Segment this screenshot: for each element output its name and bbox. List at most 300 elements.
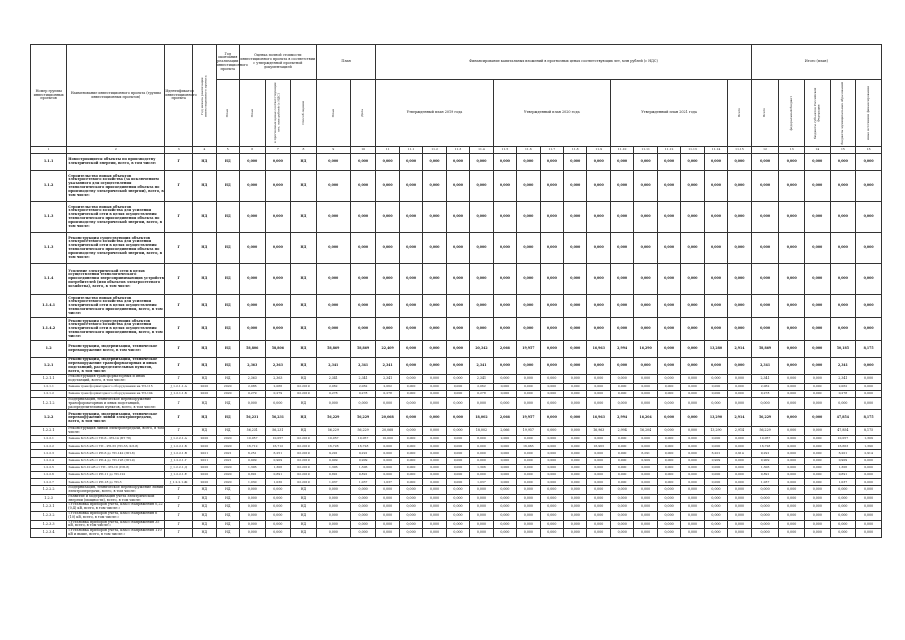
row-value: 0,000 <box>751 264 779 295</box>
row-value: НД <box>291 503 317 512</box>
row-value: 0,000 <box>493 171 516 202</box>
investment-table <box>30 44 882 538</box>
row-value: 0,000 <box>657 341 680 358</box>
row-value: НД <box>216 512 239 521</box>
row-value: 0,000 <box>493 375 516 384</box>
row-value: 0,000 <box>316 154 350 171</box>
row-value: 0,000 <box>728 529 752 538</box>
row-value: 0,000 <box>728 264 752 295</box>
row-value: 02.2019 <box>291 464 317 471</box>
row-value: 0,891 <box>316 471 350 478</box>
row-value: 2020 <box>193 443 216 450</box>
row-value: 0,000 <box>856 171 882 202</box>
row-value: 0,000 <box>856 529 882 538</box>
row-value: 2020 <box>193 383 216 390</box>
row-value: 2,341 <box>830 375 856 384</box>
row-value: 0,000 <box>564 494 587 503</box>
row-value: 2,363 <box>239 358 265 375</box>
row-value: 0,000 <box>610 457 633 464</box>
row-value: 0,000 <box>805 375 831 384</box>
row-value: 0,000 <box>704 390 727 397</box>
row-value: 0,000 <box>399 233 422 264</box>
row-name: Реконструкция, модернизация, техническое перевооружение трансформаторных и иных подстанций, распределительных пунктов, всего, в том числе: <box>67 358 165 375</box>
row-id: J_1.2.2.1.Ж <box>165 479 193 486</box>
row-value: 0,000 <box>540 494 563 503</box>
row-value: 0,000 <box>634 233 657 264</box>
header-name: Наименование инвестиционного проекта (группы инвестиционных проектов) <box>67 45 165 147</box>
row-value: 0,278 <box>830 390 856 397</box>
row-value: 10,057 <box>830 435 856 442</box>
row-value: 0,000 <box>728 520 752 529</box>
row-value: 0,000 <box>779 464 805 471</box>
row-value: НД <box>216 427 239 436</box>
row-value: 0,000 <box>350 233 376 264</box>
row-value: 0,000 <box>493 520 516 529</box>
row-value: 0,000 <box>540 450 563 457</box>
row-value: 0,000 <box>856 486 882 495</box>
row-value: 0,000 <box>316 486 350 495</box>
row-value: 9,291 <box>350 450 376 457</box>
row-value: 0,000 <box>564 471 587 478</box>
row-value: 0,000 <box>587 486 610 495</box>
table-row <box>31 295 882 318</box>
row-value: 0,000 <box>517 383 540 390</box>
row-value: 47,854 <box>830 427 856 436</box>
row-value: 0,909 <box>704 457 727 464</box>
row-value: 0,000 <box>830 520 856 529</box>
row-value: 0,000 <box>610 295 633 318</box>
row-value: 0,000 <box>239 503 265 512</box>
row-value: 0,000 <box>446 520 469 529</box>
row-value: 0,000 <box>350 154 376 171</box>
row-id: J_1.2.2.1.В <box>165 450 193 457</box>
row-number: 1.2.2 <box>31 410 67 427</box>
row-value: 0,000 <box>681 397 704 409</box>
row-value: 0,000 <box>610 358 633 375</box>
row-value: 0,000 <box>634 529 657 538</box>
row-number: 1.1.1 <box>31 154 67 171</box>
row-number: 1.1.4.2 <box>31 318 67 341</box>
row-value: 0,000 <box>779 410 805 427</box>
row-value: 0,000 <box>446 202 469 233</box>
row-id: Г <box>165 264 193 295</box>
row-value: НД <box>216 529 239 538</box>
row-value: 0,000 <box>540 295 563 318</box>
row-name: Строительство новых объектов электросетевого хозяйства для усиления электрической сети в целях осуществления технологического присоединения объекта по производству электрической энергии, всего, в том числе: <box>67 202 165 233</box>
row-value: 0,000 <box>805 202 831 233</box>
column-number: 9 <box>316 147 350 154</box>
row-number: 1.1.4 <box>31 264 67 295</box>
row-number: 1.2 <box>31 341 67 358</box>
row-value: 0,000 <box>681 457 704 464</box>
row-value: 0,000 <box>350 318 376 341</box>
row-name: «Установка приборов учета, класс напряжения 6 (10) кВ, всего, в том числе:» <box>67 512 165 521</box>
row-value: 0,000 <box>610 512 633 521</box>
row-value: 0,000 <box>540 341 563 358</box>
row-value: 0,000 <box>376 512 399 521</box>
row-value: 0,000 <box>704 443 727 450</box>
row-value: 2020 <box>193 435 216 442</box>
row-value: 0,000 <box>805 390 831 397</box>
column-number: 11.10 <box>610 147 633 154</box>
row-value: НД <box>193 410 216 427</box>
row-value: 0,000 <box>779 264 805 295</box>
row-value: 0,000 <box>316 494 350 503</box>
table-row <box>31 503 882 512</box>
row-value: 0,000 <box>657 435 680 442</box>
row-value: 18,002 <box>470 427 493 436</box>
row-value: 2,341 <box>316 358 350 375</box>
row-value: 0,000 <box>805 435 831 442</box>
row-value: 1,037 <box>350 479 376 486</box>
row-value: 0,000 <box>779 233 805 264</box>
row-value: 0,000 <box>779 383 805 390</box>
row-value: 0,000 <box>517 264 540 295</box>
header-total-all: Всего <box>751 80 779 147</box>
row-value: НД <box>291 171 317 202</box>
row-value: 0,000 <box>587 390 610 397</box>
row-value: 0,000 <box>493 486 516 495</box>
row-value: 0,000 <box>540 202 563 233</box>
row-id: J_1.2.2.1.Г <box>165 457 193 464</box>
row-value: 0,000 <box>681 202 704 233</box>
row-value: 0,000 <box>704 264 727 295</box>
row-value: 2,341 <box>470 375 493 384</box>
row-value: 2,994 <box>610 410 633 427</box>
row-value: НД <box>291 358 317 375</box>
row-value: 0,000 <box>681 318 704 341</box>
row-value: 1,037 <box>470 479 493 486</box>
row-value: 0,000 <box>657 464 680 471</box>
column-number: 8 <box>291 147 317 154</box>
row-id: Г <box>165 520 193 529</box>
row-value: 2,341 <box>470 358 493 375</box>
row-value: 0,000 <box>657 410 680 427</box>
row-value: 0,000 <box>681 264 704 295</box>
row-value: НД <box>216 494 239 503</box>
column-number: 11 <box>376 147 399 154</box>
column-number: 11.5 <box>493 147 516 154</box>
row-value: 2,363 <box>265 358 291 375</box>
header-plan: План <box>316 45 376 80</box>
row-value: 0,000 <box>779 486 805 495</box>
table-row <box>31 171 882 202</box>
row-value: 0,000 <box>399 471 422 478</box>
row-value: 56,231 <box>239 427 265 436</box>
row-value: 0,000 <box>779 443 805 450</box>
row-value: 0,000 <box>564 171 587 202</box>
row-value: 0,000 <box>446 512 469 521</box>
row-value: 0,000 <box>634 512 657 521</box>
row-value: 1,306 <box>830 464 856 471</box>
row-value: 0,000 <box>517 464 540 471</box>
row-value: 0,000 <box>265 512 291 521</box>
row-value: 0,909 <box>751 457 779 464</box>
row-value: 0,000 <box>350 529 376 538</box>
row-value: 02.2019 <box>291 443 317 450</box>
row-value: 0,000 <box>751 202 779 233</box>
row-value: НД <box>291 410 317 427</box>
row-value: 0,000 <box>610 479 633 486</box>
row-value: 0,000 <box>493 202 516 233</box>
row-value: 0,000 <box>751 397 779 409</box>
row-value: 0,000 <box>564 512 587 521</box>
row-value: 0,000 <box>779 427 805 436</box>
row-value: 6,201 <box>704 450 727 457</box>
row-name: Новостроящиеся объекты по производству электрической энергии, всего, в том числе: <box>67 154 165 171</box>
row-id: Г <box>165 494 193 503</box>
row-value: 0,000 <box>657 479 680 486</box>
row-value: 0,000 <box>779 390 805 397</box>
row-value: 0,000 <box>517 520 540 529</box>
row-value: 0,000 <box>587 264 610 295</box>
row-value: 1,037 <box>751 479 779 486</box>
row-id: Г <box>165 427 193 436</box>
row-value: 2,066 <box>493 410 516 427</box>
table-row <box>31 410 882 427</box>
row-value: 2021 <box>216 457 239 464</box>
row-value: 0,000 <box>239 154 265 171</box>
row-value: 0,000 <box>587 171 610 202</box>
row-name: Замена КЛ-6 кВ от РП-18 до ТП-3 <box>67 479 165 486</box>
row-value: 0,909 <box>350 457 376 464</box>
row-value: 0,000 <box>316 512 350 521</box>
row-value: 0,000 <box>423 435 446 442</box>
header-2019: Утвержденный план 2019 года <box>376 80 493 147</box>
row-value: 0,000 <box>587 464 610 471</box>
row-value: 0,000 <box>657 457 680 464</box>
row-value: 0,000 <box>540 457 563 464</box>
row-value: 0,000 <box>830 512 856 521</box>
row-value: 0,000 <box>805 171 831 202</box>
row-number: 1.2.3 <box>31 494 67 503</box>
row-value: 16,963 <box>587 427 610 436</box>
row-value: 0,000 <box>493 154 516 171</box>
row-value: 0,000 <box>728 435 752 442</box>
row-value: 0,000 <box>681 486 704 495</box>
table-row <box>31 390 882 397</box>
row-value: 0,000 <box>265 233 291 264</box>
row-value: 0,000 <box>657 512 680 521</box>
row-value: 0,000 <box>751 529 779 538</box>
row-value: 0,000 <box>470 529 493 538</box>
row-value: 0,000 <box>681 529 704 538</box>
row-value: 2,341 <box>376 358 399 375</box>
row-value: НД <box>291 494 317 503</box>
row-value: 56,229 <box>751 410 779 427</box>
row-value: НД <box>291 427 317 436</box>
row-value: 0,000 <box>399 341 422 358</box>
row-value: 16,712 <box>265 443 291 450</box>
row-value: 0,279 <box>239 390 265 397</box>
column-number: 11.1 <box>399 147 422 154</box>
row-value: 0,000 <box>657 520 680 529</box>
row-value: 0,000 <box>587 383 610 390</box>
row-value: 0,000 <box>704 529 727 538</box>
table-row <box>31 435 882 442</box>
row-number: 1.2.2.1 <box>31 427 67 436</box>
row-value: 0,000 <box>493 397 516 409</box>
row-value: 0,000 <box>728 486 752 495</box>
row-value: 0,000 <box>610 390 633 397</box>
row-number: 1.2.3.2 <box>31 512 67 521</box>
row-value: НД <box>216 295 239 318</box>
row-value: 0,000 <box>470 233 493 264</box>
row-value: 0,000 <box>564 427 587 436</box>
header-2021: Утвержденный план 2021 года <box>610 80 727 147</box>
row-value: 0,000 <box>517 390 540 397</box>
row-value: 0,909 <box>316 457 350 464</box>
row-value: 2,914 <box>728 410 752 427</box>
row-value: 0,000 <box>493 383 516 390</box>
row-value: 0,000 <box>470 457 493 464</box>
row-value: 0,000 <box>856 264 882 295</box>
row-value: 0,891 <box>239 471 265 478</box>
row-value: 0,000 <box>446 529 469 538</box>
row-value: 0,000 <box>587 202 610 233</box>
row-value: 0,000 <box>681 471 704 478</box>
row-value: НД <box>216 358 239 375</box>
row-value: 16,663 <box>830 443 856 450</box>
row-value: 0,000 <box>239 486 265 495</box>
row-value: 0,000 <box>517 450 540 457</box>
row-value: 13,290 <box>704 427 727 436</box>
row-value: 0,000 <box>779 295 805 318</box>
row-value: 2,341 <box>350 375 376 384</box>
row-value: 0,000 <box>704 479 727 486</box>
row-value: 02.2019 <box>291 450 317 457</box>
row-value: 0,000 <box>446 427 469 436</box>
row-value: 0,000 <box>779 503 805 512</box>
row-value: 0,000 <box>657 171 680 202</box>
row-value: 0,000 <box>587 435 610 442</box>
row-name: Замена трансформаторного оборудования на ТП-115 <box>67 383 165 390</box>
row-value: 0,000 <box>634 397 657 409</box>
row-value: 0,000 <box>265 264 291 295</box>
header-sub-price: в прогнозных ценах соответствующих лет, млн рублей (с НДС) <box>265 80 291 147</box>
row-value: 0,000 <box>830 397 856 409</box>
column-number: 11.11 <box>634 147 657 154</box>
row-value: 0,000 <box>587 154 610 171</box>
row-value: 0,000 <box>657 202 680 233</box>
row-value: 0,000 <box>634 503 657 512</box>
row-value: НД <box>216 397 239 409</box>
row-value: 0,000 <box>610 494 633 503</box>
row-value: 0,000 <box>540 358 563 375</box>
row-value: 0,000 <box>805 529 831 538</box>
row-id: Г <box>165 503 193 512</box>
row-id: Г <box>165 486 193 495</box>
row-value: 0,000 <box>779 471 805 478</box>
row-value: 8,175 <box>856 410 882 427</box>
row-value: НД <box>291 486 317 495</box>
row-value: НД <box>291 233 317 264</box>
row-value: 02.2019 <box>291 457 317 464</box>
row-number: 1.2.1.2 <box>31 397 67 409</box>
row-value: 0,000 <box>805 520 831 529</box>
row-value: 0,000 <box>517 318 540 341</box>
row-value: 1,037 <box>830 479 856 486</box>
row-value: 0,000 <box>856 520 882 529</box>
row-value: 0,000 <box>446 479 469 486</box>
row-value: 0,000 <box>493 479 516 486</box>
row-value: 0,000 <box>657 471 680 478</box>
column-number: 11.14 <box>704 147 727 154</box>
row-value: 0,000 <box>779 494 805 503</box>
row-value: 0,000 <box>470 295 493 318</box>
row-value: 0,000 <box>704 295 727 318</box>
row-value: НД <box>291 529 317 538</box>
row-value: 0,000 <box>239 494 265 503</box>
row-value: 2,086 <box>239 383 265 390</box>
column-number: 3 <box>165 147 193 154</box>
row-value: 0,000 <box>399 171 422 202</box>
row-value: 0,000 <box>681 410 704 427</box>
row-value: НД <box>216 171 239 202</box>
row-value: 0,000 <box>681 512 704 521</box>
row-value: 2,062 <box>376 383 399 390</box>
row-value: 2,062 <box>830 383 856 390</box>
row-value: 0,000 <box>704 494 727 503</box>
row-value: 0,000 <box>856 295 882 318</box>
row-value: 2021 <box>193 457 216 464</box>
column-number: 7 <box>265 147 291 154</box>
row-id: J_1.2.2.1.А <box>165 435 193 442</box>
row-name: Модернизация, техническое перевооружение трансформаторных и иных подстанций, распределительных пунктов, всего, в том числе: <box>67 397 165 409</box>
row-value: 0,000 <box>423 503 446 512</box>
row-value: 0,000 <box>350 520 376 529</box>
row-value: 0,000 <box>446 503 469 512</box>
header-estimate: Оценка полной стоимости инвестиционного проекта в соответствии с утвержденной проектной документацией <box>239 45 316 80</box>
row-value: 0,000 <box>751 233 779 264</box>
row-value: 0,000 <box>830 233 856 264</box>
row-value: 0,000 <box>265 486 291 495</box>
row-value: 16,204 <box>634 427 657 436</box>
row-value: 0,000 <box>493 471 516 478</box>
header-sub-date: Дата <box>350 80 376 147</box>
row-name: Реконструкция существующих объектов электросетевого хозяйства для усиления электрической сети в целях осуществления технологического присоединения объекта по производству электрической энергии, всего, в том числе: <box>67 233 165 264</box>
row-value: 0,000 <box>751 503 779 512</box>
row-value: 0,000 <box>657 358 680 375</box>
table-row <box>31 383 882 390</box>
row-value: 0,000 <box>446 375 469 384</box>
table-row <box>31 375 882 384</box>
row-value: 0,000 <box>587 457 610 464</box>
row-value: 0,000 <box>399 450 422 457</box>
row-value: 0,000 <box>564 410 587 427</box>
row-value: 0,000 <box>587 397 610 409</box>
header-total-other: иные источники финансирования <box>856 80 882 147</box>
row-value: 0,000 <box>316 503 350 512</box>
row-value: 58,869 <box>316 341 350 358</box>
row-value: 10,057 <box>239 435 265 442</box>
row-value: 0,000 <box>399 358 422 375</box>
row-value: 0,000 <box>316 171 350 202</box>
row-value: 6,251 <box>239 450 265 457</box>
row-value: 0,000 <box>856 471 882 478</box>
row-value: 16,712 <box>239 443 265 450</box>
row-value: 0,000 <box>805 233 831 264</box>
column-number: 11.3 <box>446 147 469 154</box>
row-value: 0,000 <box>399 435 422 442</box>
row-value: 0,000 <box>681 450 704 457</box>
row-number: 1.1.3 <box>31 233 67 264</box>
row-value: 0,000 <box>540 171 563 202</box>
row-value: 0,000 <box>751 171 779 202</box>
row-name: Замена трансформаторного оборудования на ТП-104 <box>67 390 165 397</box>
table-row <box>31 233 882 264</box>
row-value: 2,914 <box>728 450 752 457</box>
